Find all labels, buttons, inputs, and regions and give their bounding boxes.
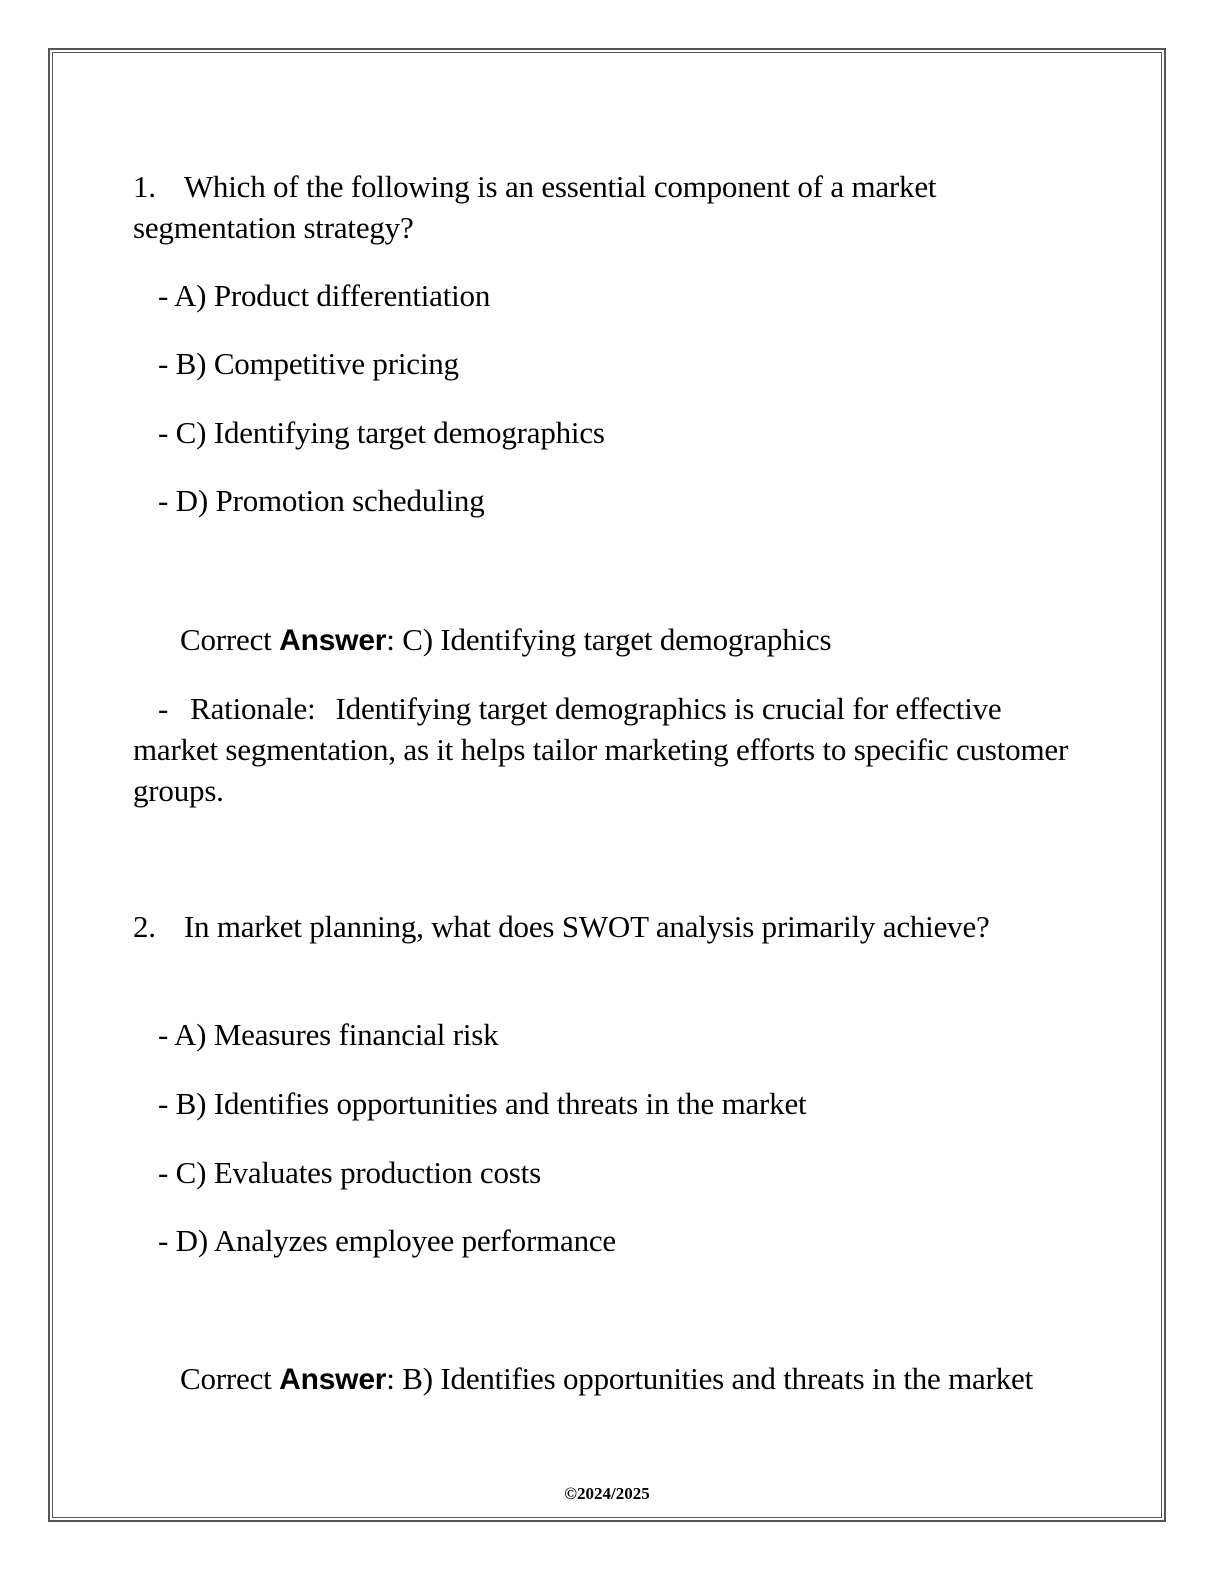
- option-d: - D) Promotion scheduling: [158, 483, 485, 518]
- option-c: - C) Evaluates production costs: [158, 1155, 541, 1190]
- question-2: [133, 906, 1078, 947]
- answer-word: Answer: [279, 1363, 387, 1396]
- correct-answer-2: [133, 1358, 1078, 1400]
- correct-answer-1: [180, 619, 831, 661]
- correct-answer-text: : B) Identifies opportunities and threats in the market: [386, 1361, 1034, 1396]
- option-c: - C) Identifying target demographics: [158, 415, 605, 450]
- rationale-label: Rationale:: [190, 691, 316, 726]
- option-a: - A) Measures financial risk: [158, 1017, 499, 1052]
- option-a: - A) Product differentiation: [158, 278, 491, 313]
- option-b: - B) Identifies opportunities and threats in the market: [158, 1086, 807, 1121]
- question-text: Which of the following is an essential component of a market segmentation strategy?: [133, 169, 937, 245]
- rationale-1: [133, 688, 1078, 811]
- correct-prefix: Correct: [180, 622, 280, 657]
- footer-copyright: ©2024/2025: [564, 1484, 650, 1503]
- correct-answer-text: : C) Identifying target demographics: [386, 622, 832, 657]
- question-number: 2.: [133, 909, 156, 944]
- answer-word: Answer: [279, 624, 387, 657]
- option-b: - B) Competitive pricing: [158, 346, 459, 381]
- option-d: - D) Analyzes employee performance: [158, 1223, 616, 1258]
- correct-prefix: Correct: [180, 1361, 280, 1396]
- question-1: [133, 166, 1078, 248]
- question-text: In market planning, what does SWOT analysis primarily achieve?: [183, 909, 990, 944]
- rationale-text: Identifying target demographics is crucial for effective market segmentation, as it helps tailor marketing efforts to specific customer groups.: [133, 691, 1069, 808]
- rationale-dash: -: [158, 691, 169, 726]
- question-number: 1.: [133, 169, 156, 204]
